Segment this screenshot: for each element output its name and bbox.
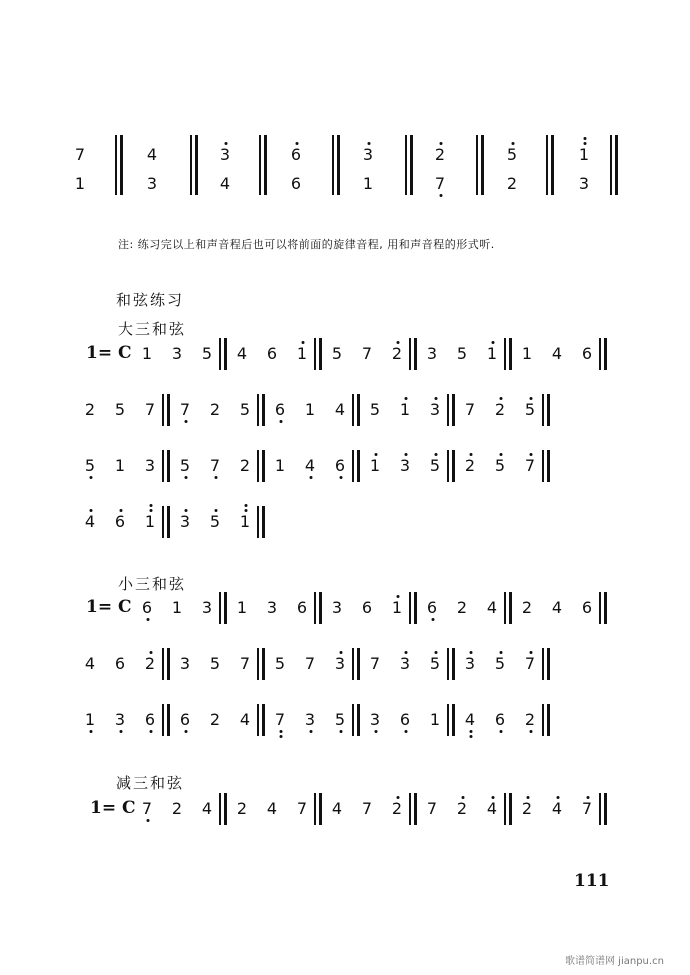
barline-thin: [504, 793, 506, 825]
note: 4: [266, 799, 278, 818]
note: 3: [179, 654, 191, 673]
footnote: 注: 练习完以上和声音程后也可以将前面的旋律音程, 用和声音程的形式听.: [118, 238, 495, 251]
note: 7: [239, 654, 251, 673]
note: 6: [581, 344, 593, 363]
note: 5: [114, 400, 126, 419]
note: 3: [429, 400, 441, 419]
watermark: 歌谱简谱网 jianpu.cn: [565, 956, 664, 967]
note: 7: [304, 654, 316, 673]
note: 3: [362, 145, 374, 164]
section-title: 和弦练习: [116, 291, 185, 309]
note: 5: [209, 512, 221, 531]
note: 3: [179, 512, 191, 531]
note: 2: [521, 799, 533, 818]
note: 3: [334, 654, 346, 673]
minor-chord-title: 小三和弦: [118, 575, 187, 593]
note: 4: [236, 344, 248, 363]
note: 6: [141, 598, 153, 617]
note: 6: [114, 512, 126, 531]
octave-dot: [146, 819, 149, 822]
note: 7: [296, 799, 308, 818]
note: 3: [369, 710, 381, 729]
note: 4: [551, 799, 563, 818]
barline-thick: [414, 793, 417, 825]
note: 5: [524, 400, 536, 419]
note: 5: [369, 400, 381, 419]
note: 1: [369, 456, 381, 475]
note: 7: [74, 145, 86, 164]
note: 4: [219, 174, 231, 193]
note: 2: [456, 799, 468, 818]
note: 5: [179, 456, 191, 475]
note: 5: [239, 400, 251, 419]
note: 2: [494, 400, 506, 419]
note: 2: [464, 456, 476, 475]
note: 7: [144, 400, 156, 419]
barline-thin: [314, 793, 316, 825]
note: 5: [331, 344, 343, 363]
note: 6: [296, 598, 308, 617]
note: 5: [201, 344, 213, 363]
note: 1: [84, 710, 96, 729]
note: 1: [399, 400, 411, 419]
note: 1: [141, 344, 153, 363]
octave-dot: [586, 796, 589, 799]
octave-dot: [556, 796, 559, 799]
note: 3: [578, 174, 590, 193]
note: 4: [146, 145, 158, 164]
note: 4: [551, 344, 563, 363]
note: 1: [521, 344, 533, 363]
note: 1: [144, 512, 156, 531]
octave-dot: [461, 796, 464, 799]
note: 4: [331, 799, 343, 818]
diminished-chord-title: 减三和弦: [116, 774, 185, 792]
barline-thick: [604, 793, 607, 825]
note: 2: [144, 654, 156, 673]
note: 1: [362, 174, 374, 193]
note: 1: [74, 174, 86, 193]
note: 5: [494, 654, 506, 673]
note: 3: [171, 344, 183, 363]
note: 4: [84, 512, 96, 531]
note: 5: [84, 456, 96, 475]
note: 6: [290, 174, 302, 193]
note: 2: [209, 400, 221, 419]
note: 3: [114, 710, 126, 729]
note: 4: [486, 598, 498, 617]
note: 1: [171, 598, 183, 617]
note: 4: [304, 456, 316, 475]
barline-thick: [319, 793, 322, 825]
barline-thin: [599, 793, 601, 825]
note: 4: [239, 710, 251, 729]
note: 6: [361, 598, 373, 617]
note: 1: [391, 598, 403, 617]
note: 5: [209, 654, 221, 673]
octave-dot: [526, 796, 529, 799]
note: 7: [274, 710, 286, 729]
page-number: 111: [574, 871, 610, 891]
note: 6: [399, 710, 411, 729]
note: 7: [581, 799, 593, 818]
note: 3: [201, 598, 213, 617]
note: 2: [236, 799, 248, 818]
note: 5: [456, 344, 468, 363]
note: 7: [426, 799, 438, 818]
note: 1: [429, 710, 441, 729]
note: 6: [274, 400, 286, 419]
major-chord-title: 大三和弦: [118, 320, 187, 338]
barline-thick: [224, 793, 227, 825]
note: 1: [274, 456, 286, 475]
note: 5: [494, 456, 506, 475]
note: 2: [84, 400, 96, 419]
note: 6: [426, 598, 438, 617]
note: 6: [581, 598, 593, 617]
note: 4: [551, 598, 563, 617]
note: 3: [146, 174, 158, 193]
key-signature: 1= C: [86, 343, 132, 363]
note: 1: [114, 456, 126, 475]
note: 3: [144, 456, 156, 475]
note: 1: [304, 400, 316, 419]
octave-dot: [396, 796, 399, 799]
barline-thick: [509, 793, 512, 825]
note: 7: [179, 400, 191, 419]
note: 1: [578, 145, 590, 164]
note: 4: [334, 400, 346, 419]
note: 2: [434, 145, 446, 164]
note: 1: [239, 512, 251, 531]
note: 7: [209, 456, 221, 475]
note: 3: [331, 598, 343, 617]
note: 2: [521, 598, 533, 617]
note: 4: [486, 799, 498, 818]
note: 7: [361, 799, 373, 818]
note: 7: [464, 400, 476, 419]
note: 1: [296, 344, 308, 363]
note: 2: [239, 456, 251, 475]
barline-thin: [409, 793, 411, 825]
note: 3: [399, 654, 411, 673]
note: 7: [369, 654, 381, 673]
note: 6: [290, 145, 302, 164]
note: 2: [391, 344, 403, 363]
note: 5: [274, 654, 286, 673]
note: 3: [399, 456, 411, 475]
note: 2: [456, 598, 468, 617]
note: 3: [464, 654, 476, 673]
octave-dot: [491, 796, 494, 799]
note: 4: [84, 654, 96, 673]
note: 6: [114, 654, 126, 673]
note: 7: [524, 456, 536, 475]
note: 1: [486, 344, 498, 363]
note: 3: [426, 344, 438, 363]
note: 3: [266, 598, 278, 617]
note: 7: [524, 654, 536, 673]
note: 7: [361, 344, 373, 363]
note: 6: [494, 710, 506, 729]
note: 3: [219, 145, 231, 164]
note: 5: [429, 654, 441, 673]
note: 6: [334, 456, 346, 475]
note: 5: [429, 456, 441, 475]
barline-thin: [219, 793, 221, 825]
note: 4: [464, 710, 476, 729]
note: 6: [266, 344, 278, 363]
note: 5: [334, 710, 346, 729]
key-signature: 1= C: [86, 597, 132, 617]
note: 2: [171, 799, 183, 818]
note: 2: [391, 799, 403, 818]
note: 5: [506, 145, 518, 164]
note: 3: [304, 710, 316, 729]
key-signature: 1= C: [90, 798, 136, 818]
note: 1: [236, 598, 248, 617]
note: 6: [144, 710, 156, 729]
note: 2: [524, 710, 536, 729]
note: 2: [209, 710, 221, 729]
note: 7: [141, 799, 153, 818]
note: 4: [201, 799, 213, 818]
note: 2: [506, 174, 518, 193]
note: 6: [179, 710, 191, 729]
note: 7: [434, 174, 446, 193]
